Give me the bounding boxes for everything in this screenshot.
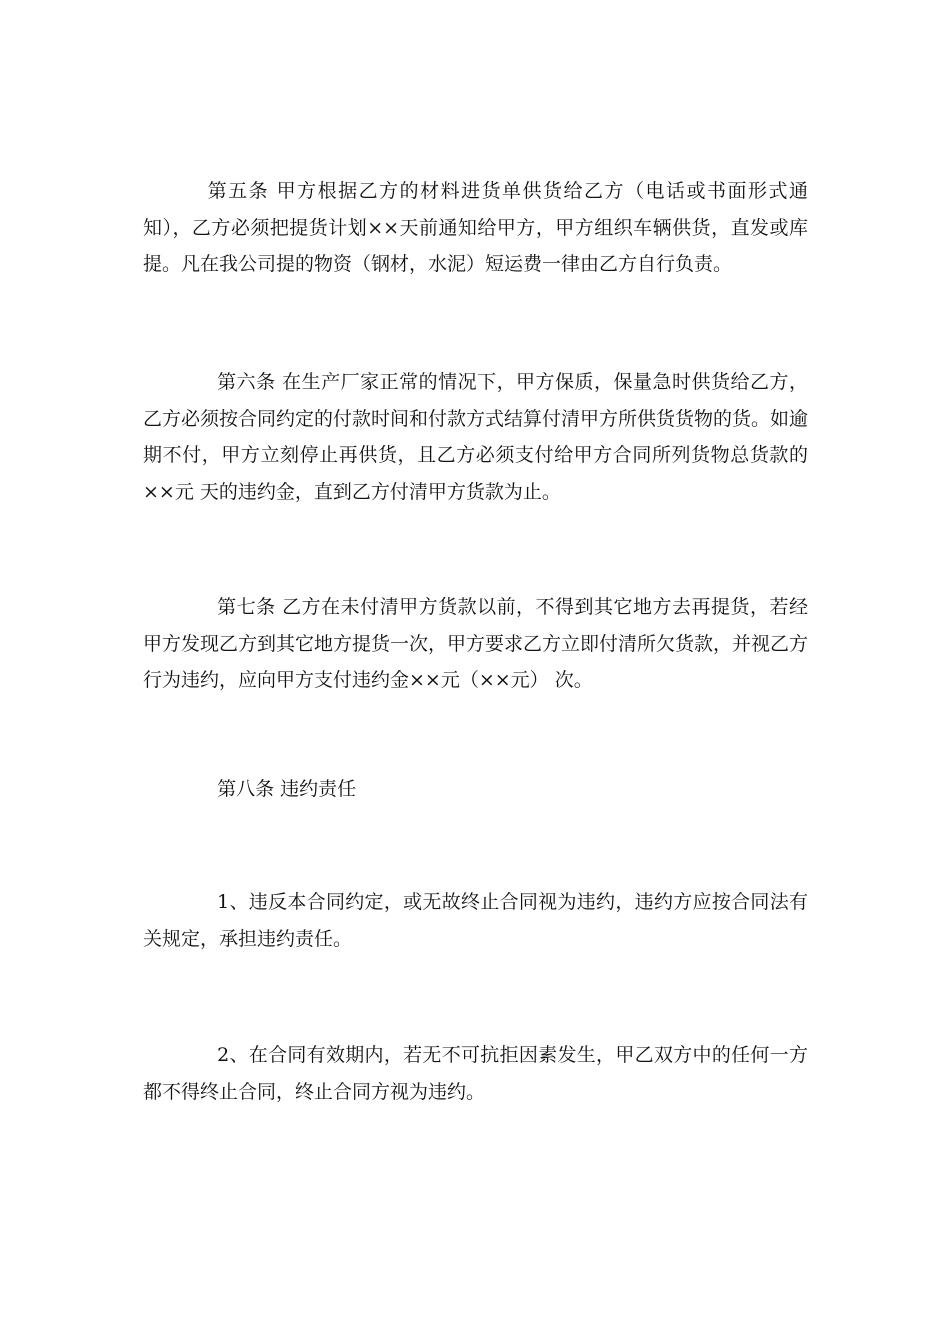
clause-2-paragraph: 2、在合同有效期内，若无不可抗拒因素发生，甲乙双方中的任何一方都不得终止合同，终止合同方视为违约。 <box>143 1044 808 1103</box>
article-5-paragraph: 第五条 甲方根据乙方的材料进货单供货给乙方（电话或书面形式通知），乙方必须把提货计划××天前通知给甲方，甲方组织车辆供货，直发或库提。凡在我公司提的物资（钢材，水泥）短运费一律由乙方自行负责。 <box>143 180 808 275</box>
article-8-heading: 第八条 违约责任 <box>217 778 357 800</box>
article-6-paragraph: 第六条 在生产厂家正常的情况下，甲方保质，保量急时供货给乙方，乙方必须按合同约定的付款时间和付款方式结算付清甲方所供货货物的货。如逾期不付，甲方立刻停止再供货，且乙方必须支付给甲方合同所列货物总货款的××元 天的违约金，直到乙方付清甲方货款为止。 <box>143 371 809 503</box>
article-7-paragraph: 第七条 乙方在未付清甲方货款以前，不得到其它地方去再提货，若经甲方发现乙方到其它地方提货一次，甲方要求乙方立即付清所欠货款，并视乙方行为违约，应向甲方支付违约金××元（××元） 次。 <box>143 596 809 691</box>
clause-1-paragraph: 1、违反本合同约定，或无故终止合同视为违约，违约方应按合同法有关规定，承担违约责任。 <box>143 891 808 950</box>
